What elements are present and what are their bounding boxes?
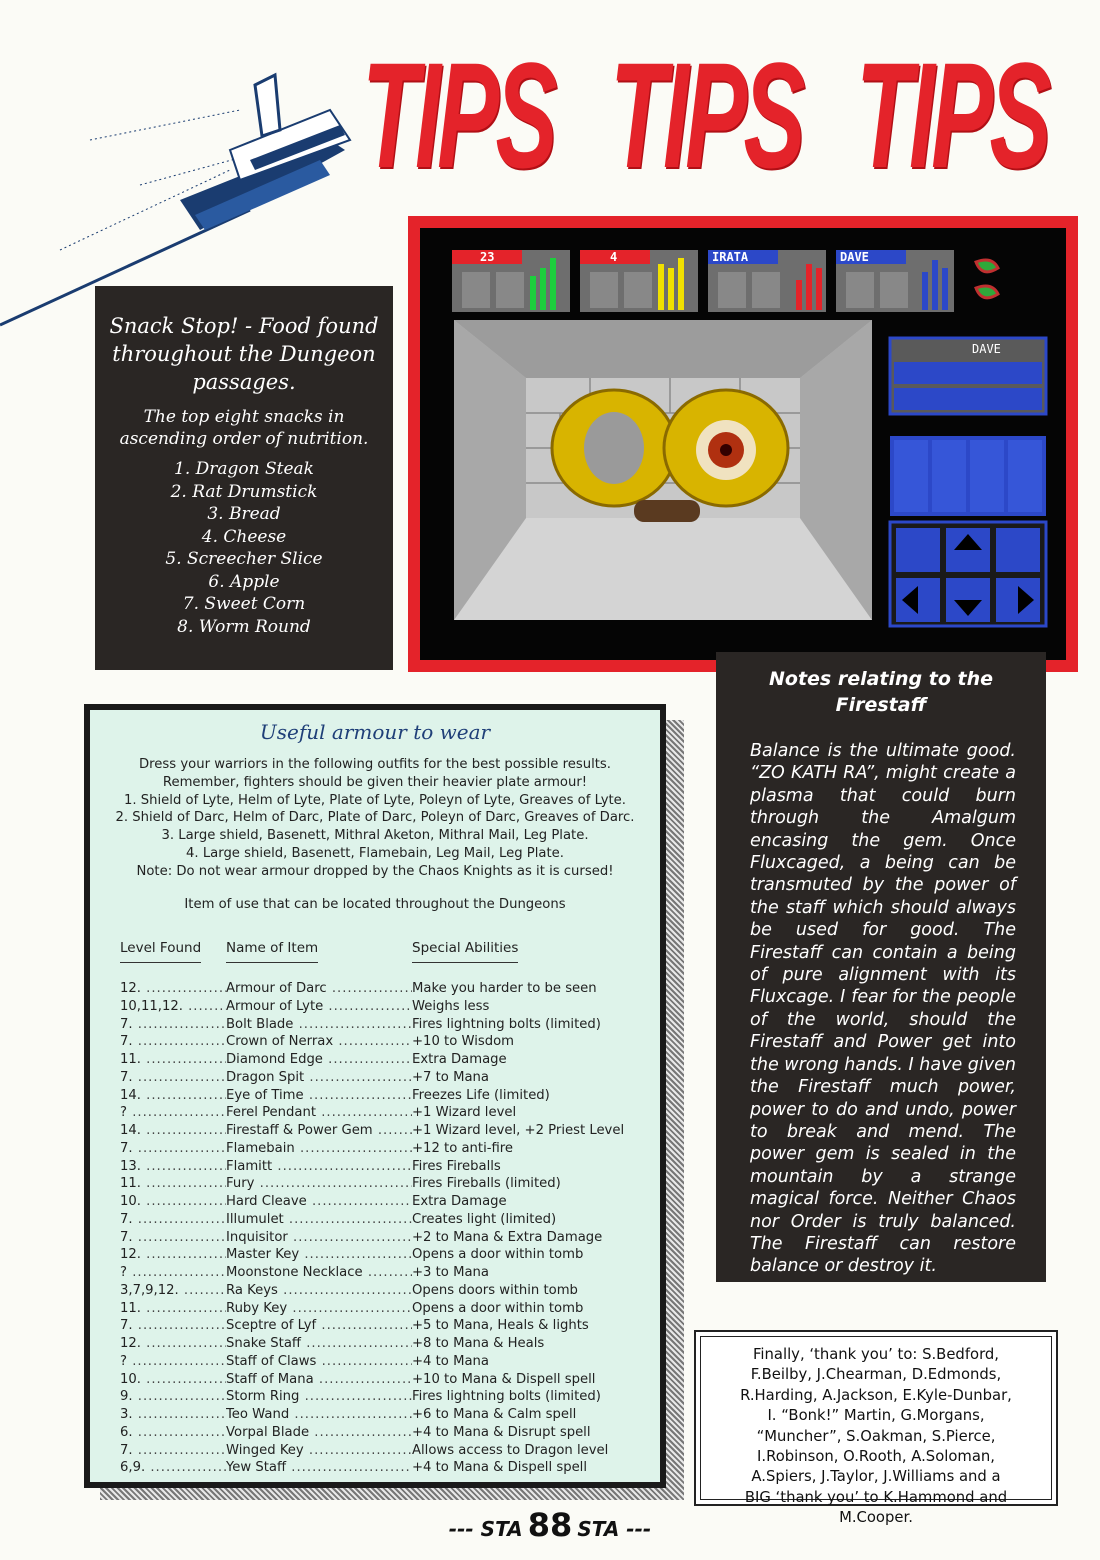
item-ability: Opens a door within tomb (412, 1300, 584, 1316)
item-name: Moonstone Necklace ..... (226, 1264, 412, 1282)
item-ability: Extra Damage (412, 1052, 507, 1067)
armour-box (84, 704, 666, 1488)
item-name: Master Key ..... (226, 1246, 412, 1264)
armour-intro-line: Remember, fighters should be given their heavier plate armour! (162, 774, 588, 790)
panel-name: DAVE (972, 342, 1001, 356)
item-name: Winged Key ..... (226, 1442, 412, 1460)
table-row (120, 1158, 640, 1176)
snack-item: 8. Worm Round (177, 616, 311, 637)
thanks-line: I. “Bonk!” Martin, G.Morgans, (767, 1407, 985, 1425)
game-screenshot (420, 228, 1066, 660)
footer-left: --- STA (448, 1517, 523, 1541)
item-name: Staff of Mana ..... (226, 1371, 412, 1389)
item-name: Teo Wand ..... (226, 1406, 412, 1424)
item-level: 10. ..... (120, 1371, 226, 1389)
item-level: 12. ..... (120, 1246, 226, 1264)
item-level: 12. ..... (120, 1335, 226, 1353)
header-abilities: Special Abilities (412, 940, 518, 963)
item-level: 6. ..... (120, 1424, 226, 1442)
item-name: Dragon Spit ..... (226, 1069, 412, 1087)
thanks-line: “Muncher”, S.Oakman, S.Pierce, (756, 1427, 996, 1445)
item-level: 11. ..... (120, 1175, 226, 1193)
item-level: 7. ..... (120, 1033, 226, 1051)
item-name: Eye of Time ..... (226, 1087, 412, 1105)
snack-box (95, 286, 393, 670)
item-level: 11. ..... (120, 1300, 226, 1318)
item-ability: Opens a door within tomb (412, 1247, 584, 1263)
item-level: 6,9. ..... (120, 1459, 226, 1477)
item-ability: +10 to Mana & Dispell spell (412, 1371, 596, 1387)
item-name: Armour of Darc ..... (226, 980, 412, 998)
snack-item: 3. Bread (207, 504, 281, 524)
item-ability: Freezes Life (limited) (412, 1087, 550, 1103)
item-level: 10,11,12. ..... (120, 998, 226, 1016)
item-ability: +6 to Mana & Calm spell (412, 1407, 577, 1422)
item-level: 10. ..... (120, 1193, 226, 1211)
header-tips-2: TIPS (610, 31, 802, 199)
item-ability: +8 to Mana & Heals (412, 1336, 545, 1351)
thanks-line: M.Cooper. (839, 1509, 913, 1527)
item-name: Ruby Key ..... (226, 1300, 412, 1318)
thanks-line: BIG ‘thank you’ to K.Hammond and (744, 1488, 1008, 1506)
hud-label-3: IRATA (712, 250, 749, 264)
item-name: Inquisitor ..... (226, 1229, 412, 1247)
snack-item: 6. Apple (208, 571, 280, 592)
snack-list (95, 458, 393, 638)
table-row (120, 1033, 640, 1051)
armour-title: Useful armour to wear (259, 720, 491, 744)
item-name: Yew Staff ..... (226, 1459, 412, 1477)
item-name: Armour of Lyte ..... (226, 998, 412, 1016)
table-row (120, 1175, 640, 1193)
item-ability: Fires Fireballs (412, 1158, 501, 1174)
item-name: Ra Keys ..... (226, 1282, 412, 1300)
thanks-line: I.Robinson, O.Rooth, A.Soloman, (757, 1448, 995, 1466)
page-number: 88 (527, 1506, 573, 1544)
hud-label-2: 4 (610, 250, 618, 264)
item-level: 7. ..... (120, 1016, 226, 1034)
snack-item: 1. Dragon Steak (174, 459, 314, 479)
table-row (120, 1122, 640, 1140)
thanks-line: F.Beilby, J.Chearman, D.Edmonds, (750, 1366, 1002, 1384)
item-ability: +4 to Mana & Disrupt spell (412, 1424, 591, 1440)
item-level: 11. ..... (120, 1051, 226, 1069)
item-level: 7. ..... (120, 1317, 226, 1335)
item-ability: Fires lightning bolts (limited) (412, 1016, 601, 1032)
table-row (120, 1317, 640, 1335)
item-ability: +4 to Mana & Dispell spell (412, 1460, 588, 1476)
thanks-line: R.Harding, A.Jackson, E.Kyle-Dunbar, (740, 1386, 1012, 1404)
armour-intro-line: Dress your warriors in the following outfits for the best possible results. (139, 757, 611, 772)
table-row (120, 1406, 640, 1424)
table-row (120, 1388, 640, 1406)
snack-item: 2. Rat Drumstick (170, 481, 318, 502)
header-level: Level Found (120, 940, 201, 963)
item-ability: +12 to anti-fire (412, 1140, 514, 1156)
item-level: 7. ..... (120, 1229, 226, 1247)
item-ability: Extra Damage (412, 1194, 507, 1209)
table-row (120, 1193, 640, 1211)
table-row (120, 1459, 640, 1477)
item-level: ? ..... (120, 1104, 226, 1122)
table-row (120, 1016, 640, 1034)
item-name: Hard Cleave ..... (226, 1193, 412, 1211)
thanks-line: A.Spiers, J.Taylor, J.Williams and a (751, 1468, 1001, 1486)
item-ability: Opens doors within tomb (412, 1282, 578, 1298)
table-row (120, 1069, 640, 1087)
firestaff-title: Notes relating to the Firestaff (768, 668, 994, 716)
hud-label-1: 23 (480, 250, 495, 264)
item-ability: +7 to Mana (412, 1069, 489, 1085)
table-row (120, 1335, 640, 1353)
header-tips-3: TIPS (856, 31, 1048, 199)
table-row (120, 1229, 640, 1247)
item-name: Firestaff & Power Gem ..... (226, 1122, 412, 1140)
game-scene (420, 228, 1066, 660)
item-ability: +3 to Mana (412, 1265, 489, 1280)
item-name: Fury ..... (226, 1175, 412, 1193)
snack-item: 5. Screecher Slice (165, 549, 323, 569)
item-name: Ferel Pendant ..... (226, 1104, 412, 1122)
item-name: Staff of Claws ..... (226, 1353, 412, 1371)
table-row (120, 980, 640, 998)
table-row (120, 1353, 640, 1371)
snack-intro: The top eight snacks in ascending order of nutrition. (119, 407, 369, 449)
thanks-box (694, 1330, 1058, 1527)
armour-intro-line: Note: Do not wear armour dropped by the Chaos Knights as it is cursed! (136, 863, 614, 879)
item-ability: Fires lightning bolts (limited) (412, 1389, 601, 1405)
table-row (120, 1442, 640, 1460)
table-row (120, 1282, 640, 1300)
thanks-line: Finally, ‘thank you’ to: S.Bedford, (752, 1346, 1000, 1363)
armour-intro-line: 4. Large shield, Basenett, Flamebain, Leg Mail, Leg Plate. (186, 845, 564, 861)
header-name: Name of Item (226, 940, 318, 963)
item-name: Flamebain ..... (226, 1140, 412, 1158)
table-row (120, 1264, 640, 1282)
item-level: 3. ..... (120, 1406, 226, 1424)
table-row (120, 1371, 640, 1389)
table-row (120, 1051, 640, 1069)
item-ability: Creates light (limited) (412, 1211, 557, 1227)
items-table (120, 980, 640, 1477)
item-level: ? ..... (120, 1264, 226, 1282)
item-ability: Weighs less (412, 998, 490, 1014)
item-level: 7. ..... (120, 1069, 226, 1087)
item-name: Bolt Blade ..... (226, 1016, 412, 1034)
armour-intro-line: 3. Large shield, Basenett, Mithral Aketon, Mithral Mail, Leg Plate. (161, 828, 589, 844)
item-level: 14. ..... (120, 1122, 226, 1140)
item-name: Vorpal Blade ..... (226, 1424, 412, 1442)
item-name: Illumulet ..... (226, 1211, 412, 1229)
item-ability: +10 to Wisdom (412, 1034, 515, 1050)
item-level: 3,7,9,12. ..... (120, 1282, 226, 1300)
table-row (120, 1087, 640, 1105)
item-level: 7. ..... (120, 1442, 226, 1460)
snack-title: Snack Stop! - Food found throughout the Dungeon passages. (109, 314, 379, 394)
table-row (120, 1104, 640, 1122)
item-ability: Make you harder to be seen (412, 981, 597, 996)
item-name: Sceptre of Lyf ..... (226, 1317, 412, 1335)
snack-item: 7. Sweet Corn (182, 594, 306, 614)
header-tips-1: TIPS (362, 31, 554, 199)
table-row (120, 998, 640, 1016)
item-name: Crown of Nerrax ..... (226, 1033, 412, 1051)
item-level: 7. ..... (120, 1211, 226, 1229)
item-level: 14. ..... (120, 1087, 226, 1105)
table-row (120, 1300, 640, 1318)
table-row (120, 1140, 640, 1158)
firestaff-box (716, 652, 1046, 1282)
item-ability: Allows access to Dragon level (412, 1442, 609, 1458)
armour-intro-line: 1. Shield of Lyte, Helm of Lyte, Plate of Lyte, Poleyn of Lyte, Greaves of Lyte. (124, 792, 626, 808)
item-ability: +5 to Mana, Heals & lights (412, 1318, 589, 1334)
item-ability: +1 Wizard level (412, 1105, 517, 1121)
firestaff-body: Balance is the ultimate good. “ZO KATH RA”, might create a plasma that could burn through the Amalgum encasing the gem. Once Fluxcaged, a being can be transmuted by the power of the staff which should always be used for good. The Firestaff can contain a being of pure alignment with its Fluxcage. I fear for the people of the world, should the Firestaff and Power get into the wrong hands. I have given the Firestaff much power, power to do and undo, power to break and mend. The power gem is sealed in the mountain by a strange magical force. Neither Chaos nor Order is truly balanced. The Firestaff can restore balance or destroy it. (750, 741, 1016, 1277)
hud-label-4: DAVE (840, 250, 869, 264)
item-ability: +1 Wizard level, +2 Priest Level (412, 1123, 625, 1138)
item-ability: +4 to Mana (412, 1353, 489, 1369)
item-level: ? ..... (120, 1353, 226, 1371)
table-row (120, 1424, 640, 1442)
item-name: Diamond Edge ..... (226, 1051, 412, 1069)
item-level: 12. ..... (120, 980, 226, 998)
armour-subtitle: Item of use that can be located throughout the Dungeons (184, 896, 566, 912)
page-footer (0, 1506, 1100, 1544)
table-row (120, 1211, 640, 1229)
item-name: Snake Staff ..... (226, 1335, 412, 1353)
item-level: 7. ..... (120, 1140, 226, 1158)
item-ability: +2 to Mana & Extra Damage (412, 1229, 603, 1245)
item-name: Flamitt ..... (226, 1158, 412, 1176)
footer-right: STA --- (577, 1517, 652, 1541)
item-name: Storm Ring ..... (226, 1388, 412, 1406)
snack-item: 4. Cheese (201, 526, 287, 547)
item-ability: Fires Fireballs (limited) (412, 1176, 561, 1192)
item-level: 9. ..... (120, 1388, 226, 1406)
armour-intro (90, 756, 660, 881)
item-level: 13. ..... (120, 1158, 226, 1176)
armour-intro-line: 2. Shield of Darc, Helm of Darc, Plate of Darc, Poleyn of Darc, Greaves of Darc. (115, 810, 635, 826)
table-row (120, 1246, 640, 1264)
